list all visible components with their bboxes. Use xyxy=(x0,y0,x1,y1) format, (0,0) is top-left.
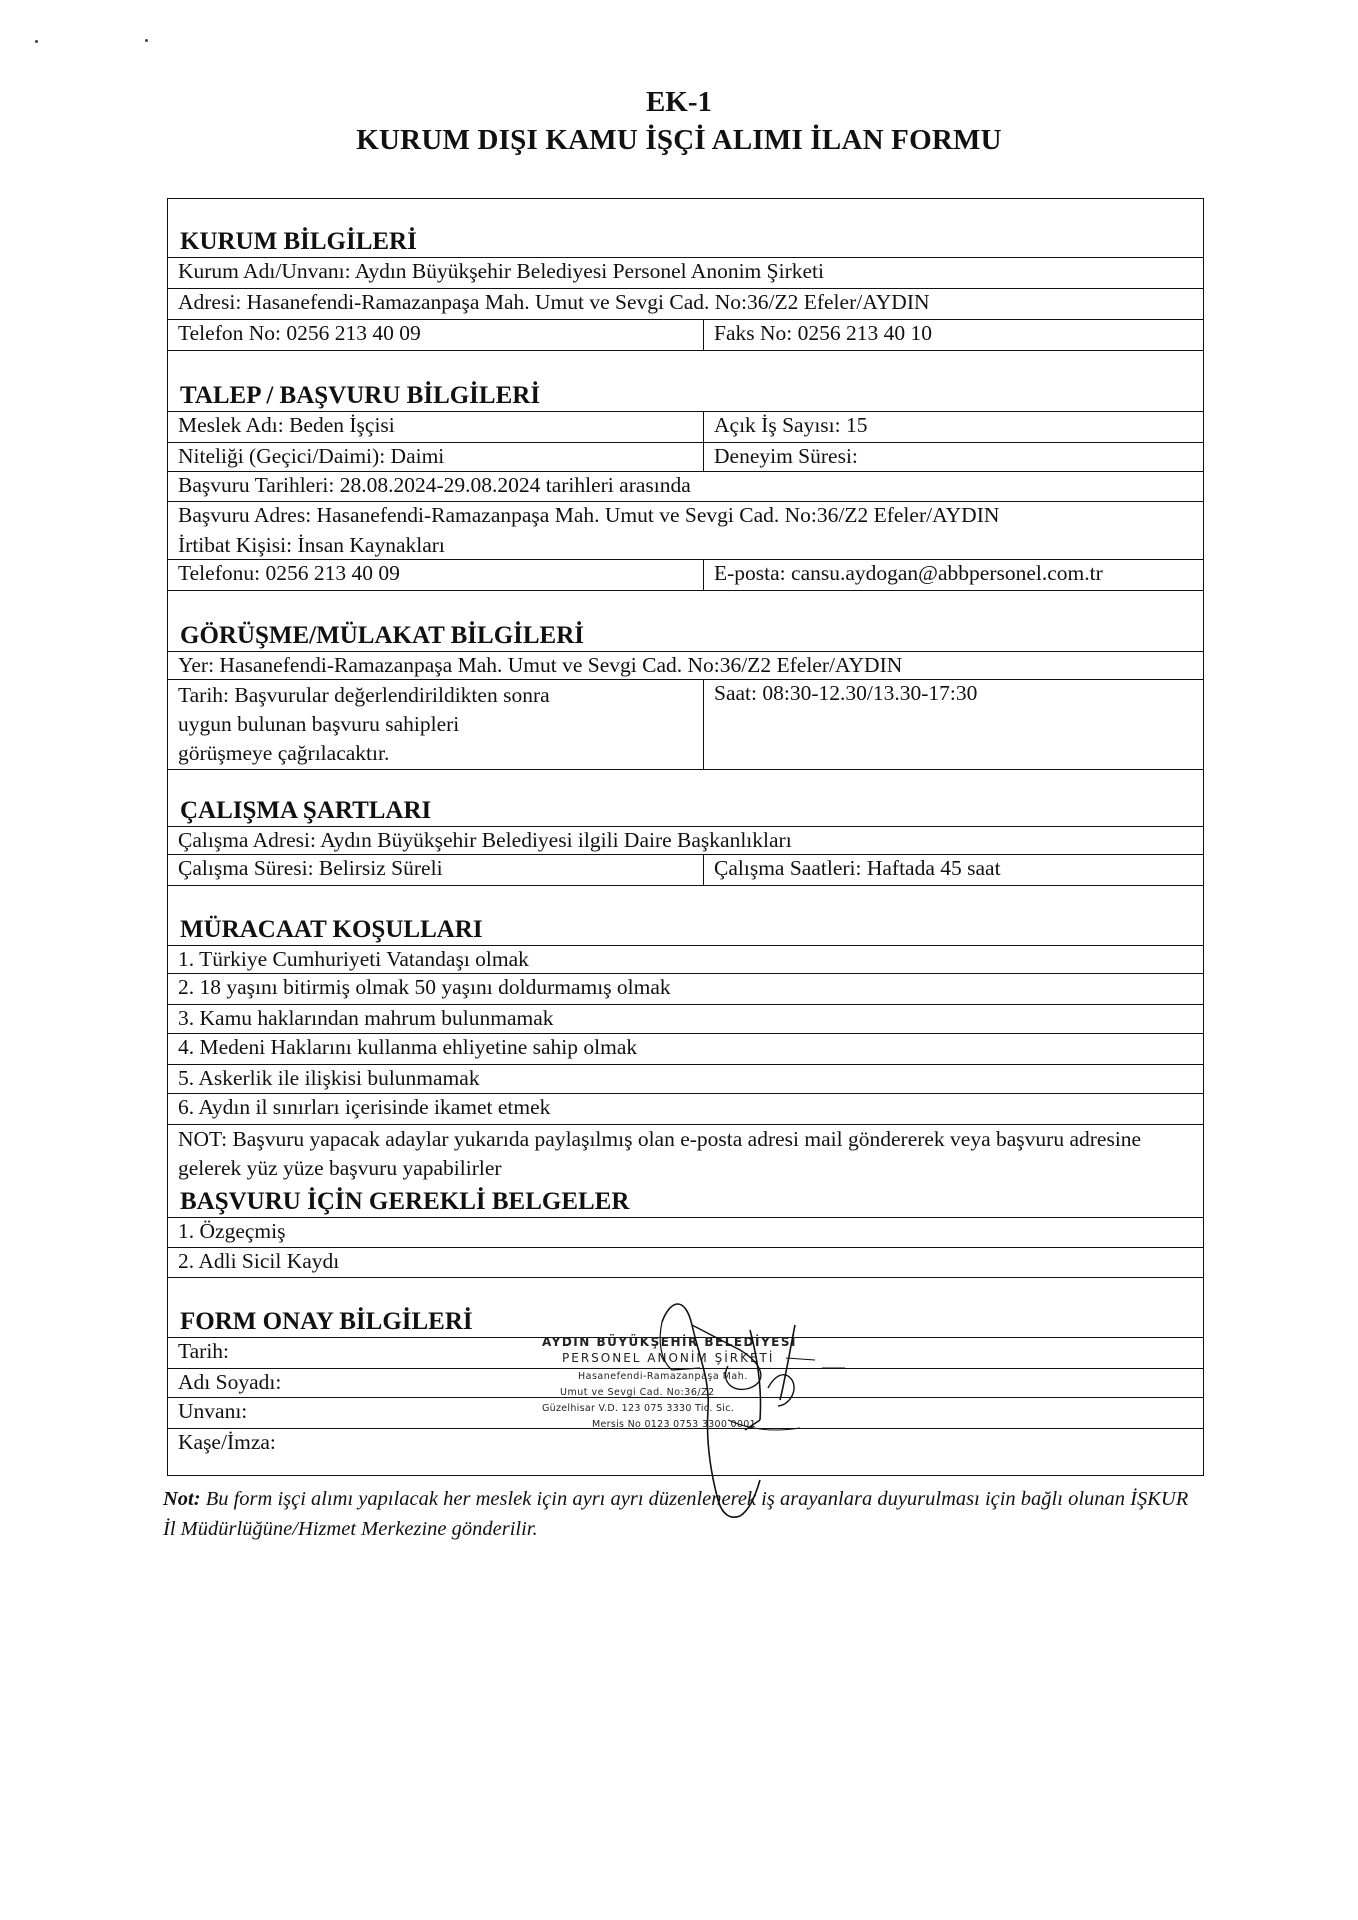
calisma-adres-row xyxy=(168,827,1203,855)
section-heading: MÜRACAAT KOŞULLARI xyxy=(180,916,483,943)
belge-item-text: 1. Özgeçmiş xyxy=(178,1219,286,1243)
talep-adres-row xyxy=(168,502,1203,532)
basvuru-adres: Başvuru Adres: Hasanefendi-Ramazanpaşa Mah. Umut ve Sevgi Cad. No:36/Z2 Efeler/AYDIN xyxy=(178,503,1000,527)
section-kurum-header xyxy=(168,199,1203,258)
section-heading: TALEP / BAŞVURU BİLGİLERİ xyxy=(180,382,541,409)
muracaat-item xyxy=(168,974,1203,1005)
signature xyxy=(600,1270,900,1520)
muracaat-item-text: 5. Askerlik ile ilişkisi bulunmamak xyxy=(178,1066,480,1090)
acik-is-sayisi: Açık İş Sayısı: 15 xyxy=(703,412,1205,442)
footnote-lead: Not: xyxy=(163,1488,201,1510)
kurum-faks: Faks No: 0256 213 40 10 xyxy=(703,320,1205,350)
talep-contact-row xyxy=(168,560,1203,591)
form-title: KURUM DIŞI KAMU İŞÇİ ALIMI İLAN FORMU xyxy=(356,124,1002,156)
talep-nitelik-row xyxy=(168,443,1203,472)
stamp-line: Umut ve Sevgi Cad. No:36/Z2 xyxy=(560,1387,715,1398)
muracaat-item xyxy=(168,1034,1203,1065)
muracaat-item xyxy=(168,1065,1203,1094)
muracaat-item xyxy=(168,1094,1203,1125)
section-heading: FORM ONAY BİLGİLERİ xyxy=(180,1308,473,1335)
meslek-adi: Meslek Adı: Beden İşçisi xyxy=(178,413,395,437)
niteligi: Niteliği (Geçici/Daimi): Daimi xyxy=(178,444,445,468)
gorusme-tarih-line: görüşmeye çağrılacaktır. xyxy=(178,741,390,765)
muracaat-item-text: 1. Türkiye Cumhuriyeti Vatandaşı olmak xyxy=(178,947,529,971)
section-heading: KURUM BİLGİLERİ xyxy=(180,228,417,255)
muracaat-item-text: 3. Kamu haklarından mahrum bulunmamak xyxy=(178,1006,554,1030)
basvuru-tarihleri: Başvuru Tarihleri: 28.08.2024-29.08.2024 tarihleri arasında xyxy=(178,473,691,497)
onay-adi-soyadi: Adı Soyadı: xyxy=(178,1370,282,1394)
gorusme-yer-row xyxy=(168,652,1203,680)
section-muracaat-header xyxy=(168,886,1203,946)
muracaat-note: NOT: Başvuru yapacak adaylar yukarıda paylaşılmış olan e-posta adresi mail göndererek veya başvuru adresine gelerek yüz yüze başvuru yapabilirler xyxy=(178,1127,1142,1180)
muracaat-item-text: 6. Aydın il sınırları içerisinde ikamet etmek xyxy=(178,1095,551,1119)
stamp-line: AYDIN BÜYÜKŞEHİR BELEDİYESİ xyxy=(542,1335,797,1349)
talep-irtibat-row xyxy=(168,532,1203,560)
muracaat-note-row xyxy=(168,1125,1203,1187)
section-heading: ÇALIŞMA ŞARTLARI xyxy=(180,797,432,824)
calisma-suresi: Çalışma Süresi: Belirsiz Süreli xyxy=(178,856,443,880)
belge-item xyxy=(168,1218,1203,1248)
stamp-line: Güzelhisar V.D. 123 075 3330 Tic. Sic. xyxy=(542,1403,735,1414)
talep-tarih-row xyxy=(168,472,1203,502)
onay-unvani: Unvanı: xyxy=(178,1399,248,1423)
kurum-unvan-row xyxy=(168,258,1203,289)
talep-telefon: Telefonu: 0256 213 40 09 xyxy=(178,561,400,585)
section-heading: BAŞVURU İÇİN GEREKLİ BELGELER xyxy=(180,1188,630,1215)
scan-speck xyxy=(35,40,38,43)
calisma-adresi: Çalışma Adresi: Aydın Büyükşehir Belediyesi ilgili Daire Başkanlıkları xyxy=(178,828,792,852)
kurum-unvan: Kurum Adı/Unvanı: Aydın Büyükşehir Belediyesi Personel Anonim Şirketi xyxy=(178,259,824,283)
onay-tarih: Tarih: xyxy=(178,1339,230,1363)
calisma-saatleri: Çalışma Saatleri: Haftada 45 saat xyxy=(703,855,1205,885)
calisma-sure-row xyxy=(168,855,1203,886)
section-heading: GÖRÜŞME/MÜLAKAT BİLGİLERİ xyxy=(180,622,585,649)
scan-speck xyxy=(145,39,148,42)
talep-meslek-row xyxy=(168,412,1203,443)
form-code: EK-1 xyxy=(645,86,713,118)
gorusme-tarih xyxy=(168,680,703,769)
gorusme-tarih-line: Tarih: Başvurular değerlendirildikten sonra xyxy=(178,683,550,707)
gorusme-tarih-line: uygun bulunan başvuru sahipleri xyxy=(178,712,460,736)
muracaat-item-text: 2. 18 yaşını bitirmiş olmak 50 yaşını doldurmamış olmak xyxy=(178,975,671,999)
kurum-phone-row xyxy=(168,320,1203,351)
kurum-adres: Adresi: Hasanefendi-Ramazanpaşa Mah. Umut ve Sevgi Cad. No:36/Z2 Efeler/AYDIN xyxy=(178,290,930,314)
kurum-telefon: Telefon No: 0256 213 40 09 xyxy=(178,321,421,345)
muracaat-item-text: 4. Medeni Haklarını kullanma ehliyetine sahip olmak xyxy=(178,1035,638,1059)
stamp-line: Hasanefendi-Ramazanpaşa Mah. xyxy=(578,1371,748,1382)
stamp-line: PERSONEL ANONİM ŞİRKETİ xyxy=(562,1351,775,1365)
onay-kase-imza: Kaşe/İmza: xyxy=(178,1430,276,1454)
form-footnote xyxy=(163,1484,1203,1544)
section-talep-header xyxy=(168,351,1203,412)
gorusme-yer: Yer: Hasanefendi-Ramazanpaşa Mah. Umut ve Sevgi Cad. No:36/Z2 Efeler/AYDIN xyxy=(178,653,903,677)
stamp-line: Mersis No 0123 0753 3300 0001 xyxy=(592,1419,756,1430)
footnote-text: Bu form işçi alımı yapılacak her meslek için ayrı ayrı düzenlenerek iş arayanlara duyurulması için bağlı olunan İŞKUR İl Müdürlüğüne/Hizmet Merkezine gönderilir. xyxy=(163,1488,1189,1540)
muracaat-item xyxy=(168,946,1203,974)
gorusme-tarih-row xyxy=(168,680,1203,770)
belge-item-text: 2. Adli Sicil Kaydı xyxy=(178,1249,340,1273)
section-belgeler-header xyxy=(168,1187,1203,1218)
section-gorusme-header xyxy=(168,591,1203,652)
talep-eposta: E-posta: cansu.aydogan@abbpersonel.com.tr xyxy=(703,560,1205,590)
deneyim-suresi: Deneyim Süresi: xyxy=(703,443,1205,471)
section-calisma-header xyxy=(168,770,1203,827)
kurum-adres-row xyxy=(168,289,1203,320)
gorusme-saat: Saat: 08:30-12.30/13.30-17:30 xyxy=(703,680,1205,769)
irtibat-kisisi: İrtibat Kişisi: İnsan Kaynakları xyxy=(178,533,445,557)
muracaat-item xyxy=(168,1005,1203,1034)
